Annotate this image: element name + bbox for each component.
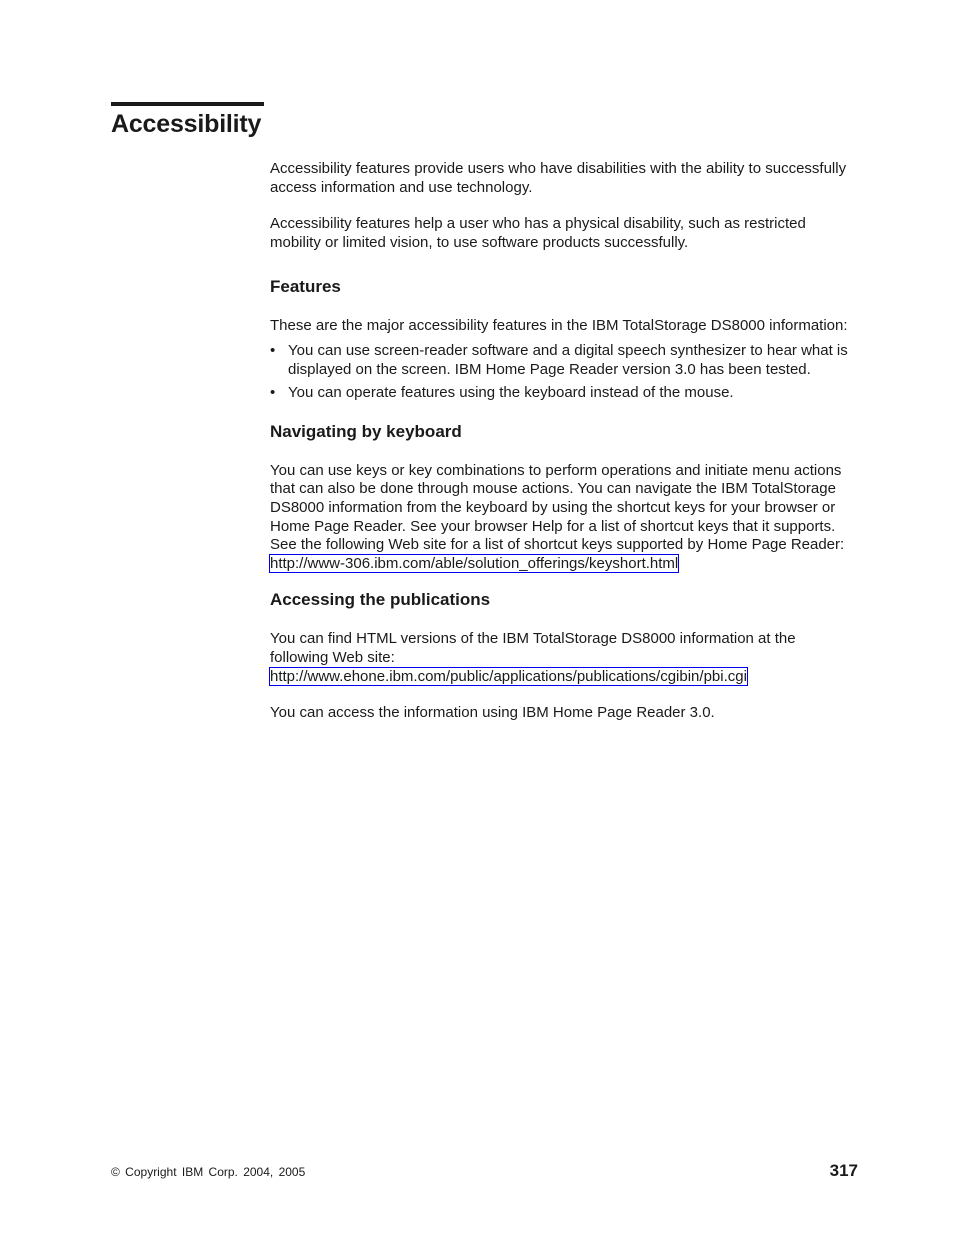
body-content [270, 160, 855, 723]
intro-paragraph-2: Accessibility features help a user who has a physical disability, such as restricted mobility or limited vision, to use software products successfully. [270, 215, 806, 251]
title-rule [111, 102, 264, 106]
publications-link[interactable]: http://www.ehone.ibm.com/public/applications/publications/cgibin/pbi.cgi [270, 667, 747, 685]
keyshort-link[interactable]: http://www-306.ibm.com/able/solution_offerings/keyshort.html [270, 554, 679, 572]
publications-paragraph [270, 630, 855, 686]
list-item: • You can operate features using the keyboard instead of the mouse. [270, 384, 855, 403]
list-item: • You can use screen-reader software and a digital speech synthesizer to hear what is displayed on the screen. IBM Home Page Reader version 3.0 has been tested. [270, 342, 855, 379]
features-intro: These are the major accessibility features in the IBM TotalStorage DS8000 information: [270, 317, 848, 335]
page-number: 317 [829, 1161, 858, 1180]
features-heading: Features [270, 277, 341, 297]
keyboard-text: You can use keys or key combinations to perform operations and initiate menu actions that can also be done through mouse actions. You can navigate the IBM TotalStorage DS8000 information from the keyboard by using the shortcut keys for your browser or Home Page Reader. See your browser Help for a list of shortcut keys that it supports. See the following Web site for a list of shortcut keys supported by Home Page Reader: [270, 461, 845, 554]
publications-heading: Accessing the publications [270, 590, 491, 610]
page-title: Accessibility [111, 110, 262, 138]
keyboard-paragraph [270, 462, 855, 574]
publications-last-paragraph: You can access the information using IBM Home Page Reader 3.0. [270, 704, 715, 722]
features-list [270, 342, 855, 403]
intro-paragraph-1: Accessibility features provide users who have disabilities with the ability to successfully access information and use technology. [270, 160, 847, 196]
keyboard-heading: Navigating by keyboard [270, 421, 462, 441]
publications-text: You can find HTML versions of the IBM TotalStorage DS8000 information at the following Web site: [270, 630, 796, 666]
copyright-notice: © Copyright IBM Corp. 2004, 2005 [111, 1165, 306, 1179]
